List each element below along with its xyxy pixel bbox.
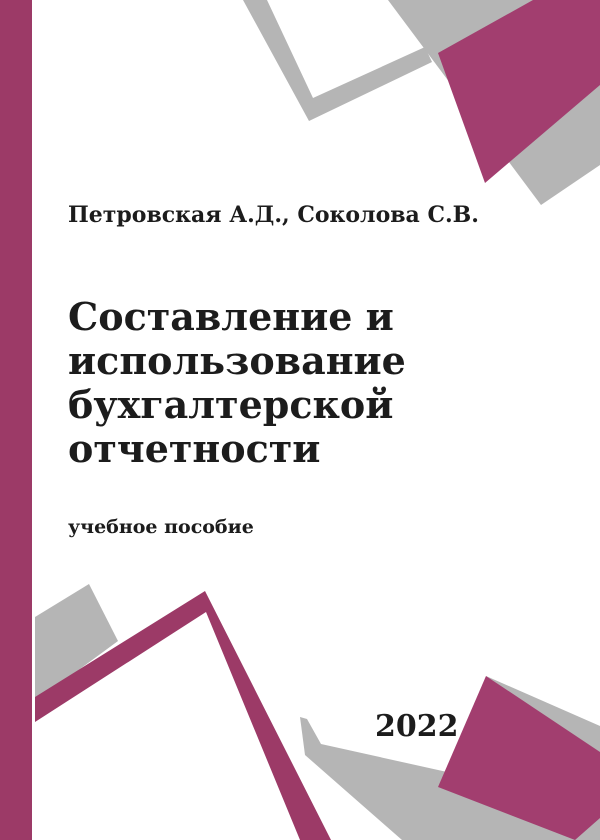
book-title	[68, 295, 488, 471]
title-line-1: Составление и	[68, 294, 394, 339]
left-accent-stripe-shape	[0, 0, 32, 840]
title-line-4: отчетности	[68, 426, 321, 471]
title-line-2: использование	[68, 338, 406, 383]
authors-line: Петровская А.Д., Соколова С.В.	[68, 202, 479, 228]
year-label: 2022	[375, 709, 459, 744]
title-line-3: бухгалтерской	[68, 382, 394, 427]
subtitle: учебное пособие	[68, 516, 254, 538]
